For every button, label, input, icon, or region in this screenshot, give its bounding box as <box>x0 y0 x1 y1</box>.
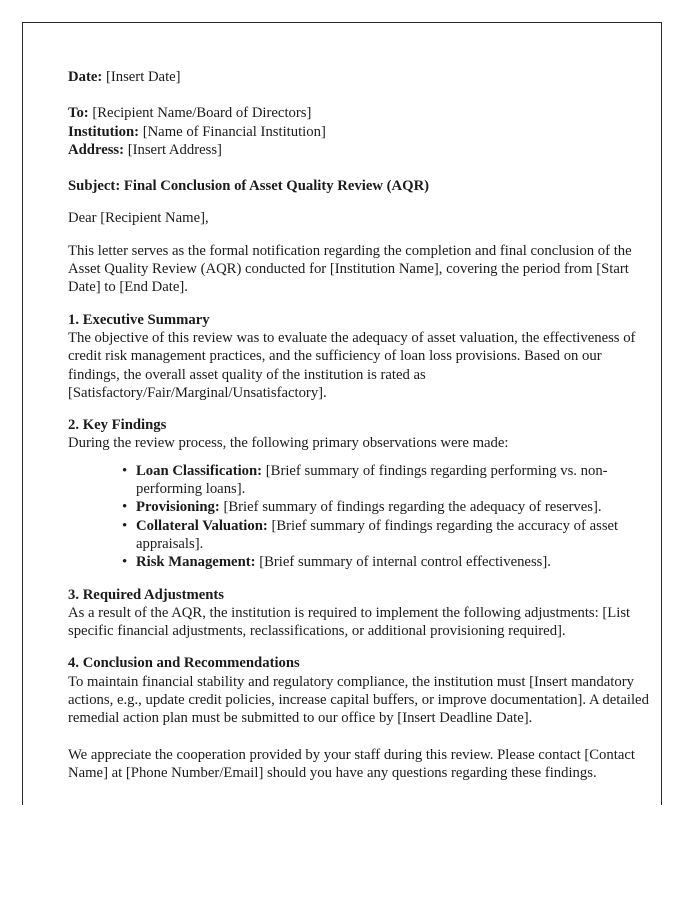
section-heading-key-findings: 2. Key Findings <box>68 417 167 434</box>
list-item <box>122 553 650 571</box>
finding-term: Risk Management: <box>136 554 256 571</box>
finding-term: Provisioning: <box>136 499 220 516</box>
section-heading-required-adjustments: 3. Required Adjustments <box>68 586 225 603</box>
salutation: Dear [Recipient Name], <box>68 210 209 227</box>
document-page <box>22 22 662 805</box>
section-body-conclusion-recommendations: To maintain financial stability and regulatory compliance, the institution must [Insert mandatory actions, e.g., update credit policies, increase capital buffers, or improve documentation]. A detailed remedial action plan must be submitted to our office by [Insert Deadline Date]. <box>68 673 649 727</box>
section-heading-executive-summary: 1. Executive Summary <box>68 311 210 328</box>
finding-term: Collateral Valuation: <box>136 517 268 534</box>
date-value: [Insert Date] <box>105 69 181 85</box>
finding-term: Loan Classification: <box>136 462 263 479</box>
intro-paragraph: This letter serves as the formal notification regarding the completion and final conclusion of the Asset Quality Review (AQR) conducted for [Institution Name], covering the period from [Start Date] to [End Date]. <box>68 242 632 296</box>
spacer <box>68 728 650 746</box>
spacer <box>68 86 650 104</box>
institution-label: Institution: <box>68 123 140 140</box>
date-label: Date: <box>68 69 103 85</box>
address-line <box>68 141 650 159</box>
spacer <box>68 195 650 209</box>
recipient-line <box>68 104 650 122</box>
spacer <box>68 159 650 177</box>
finding-detail: [Brief summary of findings regarding the adequacy of reserves]. <box>223 499 602 516</box>
key-findings-list <box>68 462 650 572</box>
spacer <box>68 453 650 462</box>
spacer <box>68 572 650 586</box>
section-heading-conclusion-recommendations: 4. Conclusion and Recommendations <box>68 655 300 672</box>
section-body-key-findings: During the review process, the following primary observations were made: <box>68 435 509 452</box>
address-value: [Insert Address] <box>127 141 222 158</box>
to-label: To: <box>68 105 89 122</box>
institution-value: [Name of Financial Institution] <box>142 123 326 140</box>
finding-detail: [Brief summary of findings regarding performing vs. non-performing loans]. <box>136 462 608 498</box>
section-body-executive-summary: The objective of this review was to evaluate the adequacy of asset valuation, the effectiveness of credit risk management practices, and the sufficiency of loan loss provisions. Based on our findings, the overall asset quality of the institution is rated as [Satisfactory/Fair/Marginal/Unsatisfactory]. <box>68 329 636 401</box>
spacer <box>68 640 650 654</box>
finding-detail: [Brief summary of findings regarding the accuracy of asset appraisals]. <box>136 517 619 552</box>
subject-line: Subject: Final Conclusion of Asset Quality Review (AQR) <box>68 178 430 195</box>
list-item <box>122 517 650 554</box>
spacer <box>68 228 650 242</box>
section-body-required-adjustments: As a result of the AQR, the institution is required to implement the following adjustments: [List specific financial adjustments, reclassifications, or additional provisioning required]. <box>68 604 631 640</box>
list-item <box>122 462 650 499</box>
list-item <box>122 498 650 516</box>
finding-detail: [Brief summary of internal control effectiveness]. <box>259 554 551 571</box>
address-label: Address: <box>68 141 125 158</box>
to-value: [Recipient Name/Board of Directors] <box>92 105 312 122</box>
spacer <box>68 402 650 416</box>
date-line <box>68 68 650 86</box>
document-body <box>68 68 650 782</box>
institution-line <box>68 123 650 141</box>
spacer <box>68 297 650 311</box>
closing-paragraph: We appreciate the cooperation provided by your staff during this review. Please contact [Contact Name] at [Phone Number/Email] should you have any questions regarding these findings. <box>68 746 635 781</box>
